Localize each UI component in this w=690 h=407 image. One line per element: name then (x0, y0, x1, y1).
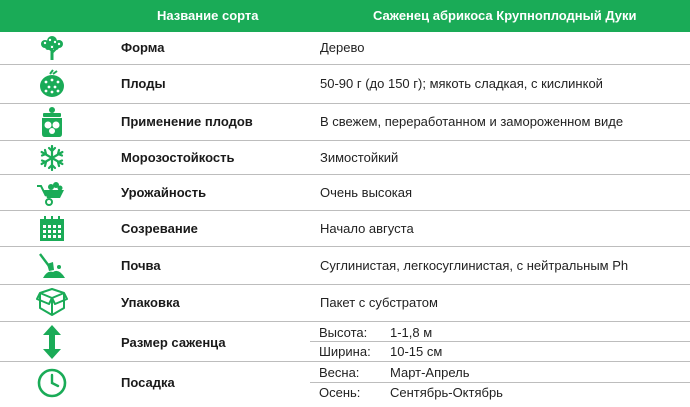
row-name: Упаковка (121, 295, 180, 310)
box-icon (32, 285, 72, 321)
spring-value: Март-Апрель (390, 365, 470, 380)
header-product-name: Саженец абрикоса Крупноплодный Дуки (373, 8, 637, 23)
row-value: Пакет с субстратом (320, 295, 438, 310)
sub-divider (310, 382, 690, 383)
autumn-label: Осень: (319, 385, 361, 400)
table-header (0, 0, 690, 32)
width-label: Ширина: (319, 344, 371, 359)
tree-icon (32, 32, 72, 64)
table-row-frost (0, 141, 690, 175)
sub-divider (310, 341, 690, 342)
row-value: Суглинистая, легкосуглинистая, с нейтральным Ph (320, 258, 629, 273)
autumn-value: Сентябрь-Октябрь (390, 385, 503, 400)
row-value: Дерево (320, 40, 365, 55)
row-value: Начало августа (320, 221, 414, 236)
row-value: 50-90 г (до 150 г); мякоть сладкая, с кислинкой (320, 76, 603, 91)
height-value: 1-1,8 м (390, 325, 433, 340)
snowflake-icon (32, 141, 72, 174)
row-name: Созревание (121, 221, 198, 236)
row-name: Плоды (121, 76, 166, 91)
row-name: Урожайность (121, 185, 207, 200)
row-name: Форма (121, 40, 165, 55)
table-row-size (0, 322, 690, 362)
wheelbarrow-icon (32, 175, 72, 210)
row-name: Применение плодов (121, 114, 253, 129)
table-row-yield (0, 175, 690, 211)
jar-icon (32, 104, 72, 140)
table-row-soil (0, 247, 690, 285)
table-row-usage (0, 104, 690, 141)
width-value: 10-15 см (390, 344, 443, 359)
row-value: Очень высокая (320, 185, 413, 200)
table-row-packaging (0, 285, 690, 322)
calendar-icon (32, 211, 72, 246)
spring-label: Весна: (319, 365, 360, 380)
row-name: Посадка (121, 375, 175, 390)
table-row-form (0, 32, 690, 65)
row-value: В свежем, переработанном и замороженном виде (320, 114, 624, 129)
table-row-planting (0, 362, 690, 404)
table-row-fruits (0, 65, 690, 104)
vertical-arrows-icon (32, 322, 72, 361)
clock-icon (32, 362, 72, 404)
row-name: Размер саженца (121, 335, 226, 350)
row-name: Почва (121, 258, 161, 273)
table-row-ripening (0, 211, 690, 247)
row-name: Морозостойкость (121, 150, 235, 165)
height-label: Высота: (319, 325, 368, 340)
header-variety-name: Название сорта (157, 8, 259, 23)
shovel-icon (32, 247, 72, 284)
row-value: Зимостойкий (320, 150, 399, 165)
berry-icon (32, 65, 72, 103)
